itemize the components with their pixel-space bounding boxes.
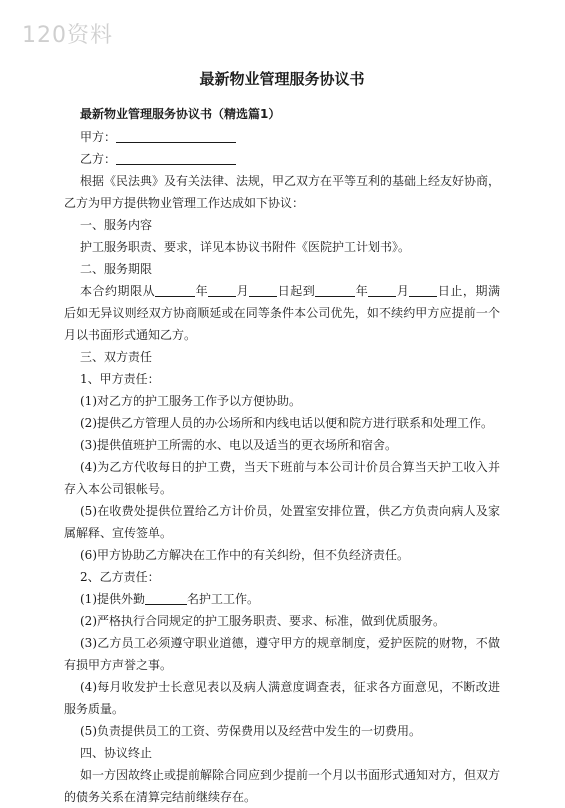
party-b-item: (5)负责提供员工的工资、劳保费用以及经营中发生的一切费用。 <box>80 724 422 738</box>
intro-paragraph: 根据《民法典》及有关法律、法规，甲乙双方在平等互利的基础上经友好协商，乙方为甲方提供物业管理工作达成如下协议： <box>64 174 501 210</box>
party-b-line <box>64 148 500 170</box>
party-a-label: 甲方： <box>80 130 117 144</box>
end-day-blank <box>409 282 437 297</box>
section-2-heading: 二、服务期限 <box>80 262 153 276</box>
party-a-item: (3)提供值班护工所需的水、电以及适当的更衣场所和宿舍。 <box>80 438 398 452</box>
term-paragraph <box>64 280 500 346</box>
worker-count-blank <box>145 590 187 605</box>
term-until-text: 日止，期满后如无异议则经双方协商顺延或在同等条件本公司优先，如不续约甲方应提前一个月以书面形式通知乙方。 <box>64 284 500 342</box>
document-title: 最新物业管理服务协议书 <box>199 70 365 88</box>
party-b-item: (4)每月收发护士长意见表以及病人满意度调查表，征求各方面意见，不断改进服务质量。 <box>64 680 500 716</box>
party-b-item <box>64 588 500 610</box>
year-label: 年 <box>195 284 209 298</box>
party-a-item: (5)在收费处提供位置给乙方计价员，处置室安排位置，供乙方负责向病人及家属解释、宣传签单。 <box>64 504 500 540</box>
party-b-item-1-post: 名护工工作。 <box>187 592 260 606</box>
party-b-label: 乙方： <box>80 152 117 166</box>
document-subtitle: 最新物业管理服务协议书（精选篇1） <box>80 107 281 121</box>
party-a-item: (2)提供乙方管理人员的办公场所和内线电话以便和院方进行联系和处理工作。 <box>80 416 494 430</box>
end-month-blank <box>368 282 396 297</box>
party-a-responsibilities-heading: 1、甲方责任： <box>80 372 160 386</box>
party-a-item: (6)甲方协助乙方解决在工作中的有关纠纷，但不负经济责任。 <box>80 548 410 562</box>
watermark: 120资料 <box>22 23 113 48</box>
party-b-item: (2)严格执行合同规定的护工服务职责、要求、标准，做到优质服务。 <box>80 614 446 628</box>
start-day-blank <box>249 282 277 297</box>
section-3-heading: 三、双方责任 <box>80 350 153 364</box>
year-label-2: 年 <box>355 284 369 298</box>
section-1-heading: 一、服务内容 <box>80 218 153 232</box>
month-label: 月 <box>236 284 250 298</box>
party-a-item: (4)为乙方代收每日的护工费，当天下班前与本公司计价员合算当天护工收入并存入本公司银帐号。 <box>64 460 500 496</box>
section-4-heading: 四、协议终止 <box>80 746 153 760</box>
party-a-line <box>64 126 500 148</box>
party-a-blank <box>116 128 236 143</box>
start-month-blank <box>208 282 236 297</box>
section-1-text: 护工服务职责、要求，详见本协议书附件《医院护工计划书》。 <box>80 240 411 254</box>
day-from-label: 日起到 <box>277 284 316 298</box>
term-from-label: 本合约期限从 <box>80 284 156 298</box>
end-year-blank <box>315 282 355 297</box>
document-page <box>64 68 500 808</box>
party-b-blank <box>116 150 236 165</box>
party-b-item-1-pre: (1)提供外勤 <box>80 592 145 606</box>
month-label-2: 月 <box>396 284 410 298</box>
section-4-text: 如一方因故终止或提前解除合同应到少提前一个月以书面形式通知对方，但双方的债务关系在清算完结前继续存在。 <box>64 768 501 804</box>
start-year-blank <box>155 282 195 297</box>
party-b-item: (3)乙方员工必须遵守职业道德，遵守甲方的规章制度，爱护医院的财物，不做有损甲方声誉之事。 <box>64 636 500 672</box>
party-b-responsibilities-heading: 2、乙方责任： <box>80 570 160 584</box>
party-a-item: (1)对乙方的护工服务工作予以方便协助。 <box>80 394 301 408</box>
